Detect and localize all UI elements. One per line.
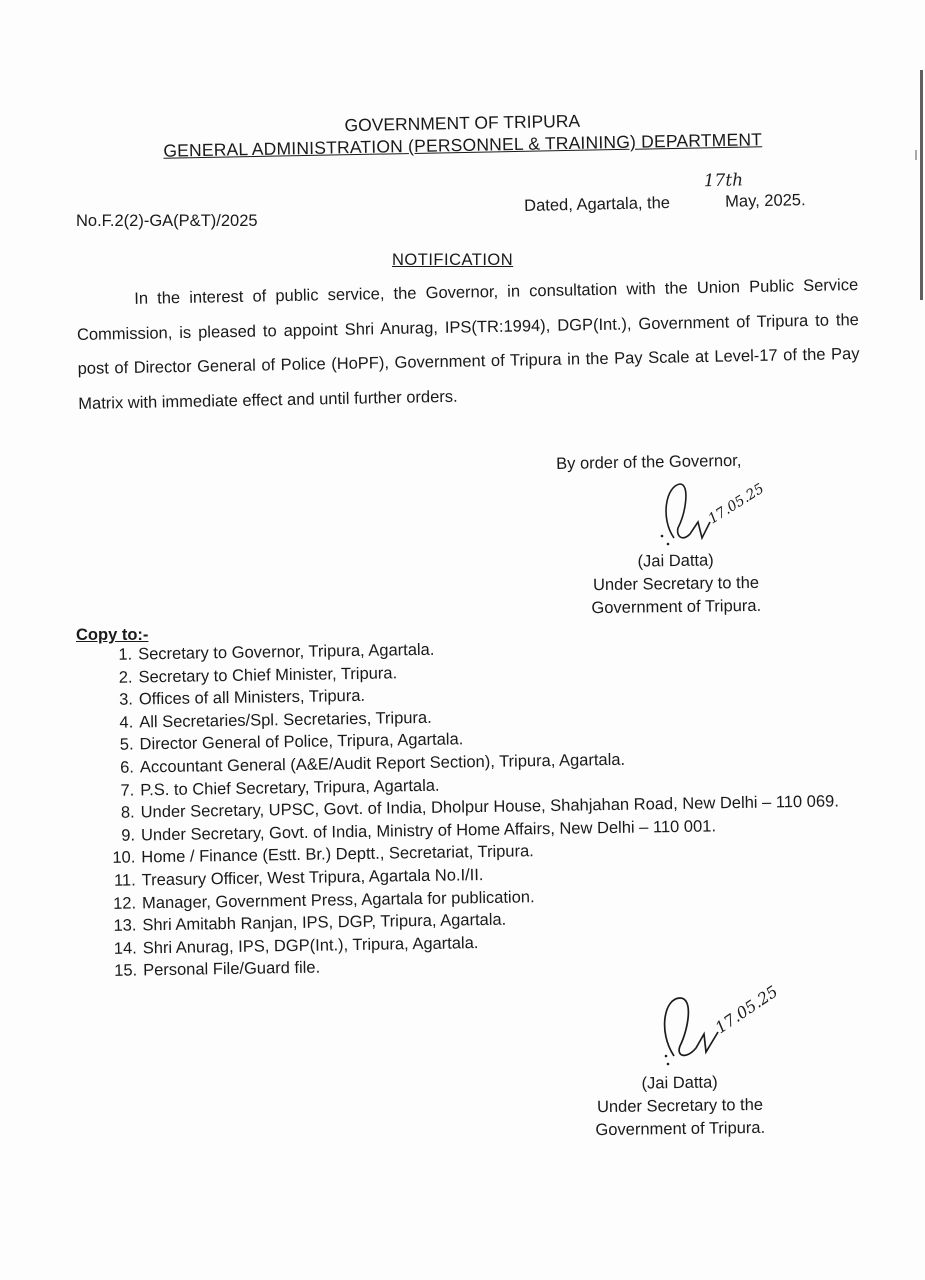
signatory-designation: Under Secretary to the [596, 1095, 764, 1117]
signatory-name: (Jai Datta) [641, 1073, 718, 1093]
list-item: 1. Secretary to Governor, Tripura, Agartala. [118, 640, 435, 664]
list-item: 9. Under Secretary, Govt. of India, Ministry of Home Affairs, New Delhi – 110 001. [121, 817, 717, 845]
department-name: GENERAL ADMINISTRATION (PERSONNEL & TRAINING) DEPARTMENT [163, 129, 763, 161]
file-number: No.F.2(2)-GA(P&T)/2025 [76, 212, 258, 230]
list-item: 15. Personal File/Guard file. [114, 958, 321, 981]
handwritten-day: 17th [703, 170, 744, 192]
date-suffix: May, 2025. [725, 191, 806, 211]
letterhead [0, 103, 925, 165]
list-item: 2. Secretary to Chief Minister, Tripura. [118, 663, 398, 687]
list-item: 8. Under Secretary, UPSC, Govt. of India, Dholpur House, Shahjahan Road, New Delhi – 110 069. [120, 792, 839, 822]
signatory-block [556, 548, 797, 620]
body-paragraph: In the interest of public service, the Governor, in consultation with the Union Public Service Commission, is pleased to appoint Shri Anurag, IPS(TR:1994), DGP(Int.), Government of Tripura to the post of Director General of Police (HoPF), Government of Tripura in the Pay Scale at Level-17 of the Pay Matrix with immediate effect and until further orders. [76, 275, 860, 413]
signature-2-icon [640, 968, 810, 1068]
date-prefix: Dated, Agartala, the [524, 193, 671, 215]
list-item: 11. Treasury Officer, West Tripura, Agartala No.I/II. [113, 865, 484, 890]
list-item: 7. P.S. to Chief Secretary, Tripura, Agartala. [120, 776, 440, 800]
signatory-designation: Under Secretary to the [592, 573, 760, 595]
copy-to-heading: Copy to:- [76, 626, 149, 644]
list-item: 14. Shri Anurag, IPS, DGP(Int.), Tripura, Agartala. [113, 933, 479, 958]
notification-title: NOTIFICATION [392, 251, 514, 269]
list-item: 10. Home / Finance (Estt. Br.) Deptt., Secretariat, Tripura. [112, 842, 534, 868]
signature-1-date: 17.05.25 [705, 480, 767, 528]
list-item: 3. Offices of all Ministers, Tripura. [118, 687, 366, 709]
signature-1-icon [640, 478, 780, 550]
list-item: 12. Manager, Government Press, Agartala for publication. [112, 887, 535, 913]
date-line [524, 170, 806, 216]
by-order-line: By order of the Governor, [556, 451, 742, 473]
notification-body [76, 268, 861, 421]
signature-2-date: 17.05.25 [711, 981, 782, 1038]
list-item: 6. Accountant General (A&E/Audit Report Section), Tripura, Agartala. [120, 750, 626, 777]
signatory-office: Government of Tripura. [591, 596, 762, 618]
list-item: 4. All Secretaries/Spl. Secretaries, Tripura. [119, 708, 432, 732]
list-item: 13. Shri Amitabh Ranjan, IPS, DGP, Tripura, Agartala. [113, 910, 507, 935]
signatory-block-2 [560, 1070, 801, 1142]
scan-edge-mark [915, 150, 917, 160]
copy-to-list [100, 632, 865, 983]
signatory-name: (Jai Datta) [637, 551, 714, 571]
government-name: GOVERNMENT OF TRIPURA [344, 110, 581, 136]
signatory-office: Government of Tripura. [595, 1118, 766, 1140]
list-item: 5. Director General of Police, Tripura, Agartala. [119, 730, 464, 755]
